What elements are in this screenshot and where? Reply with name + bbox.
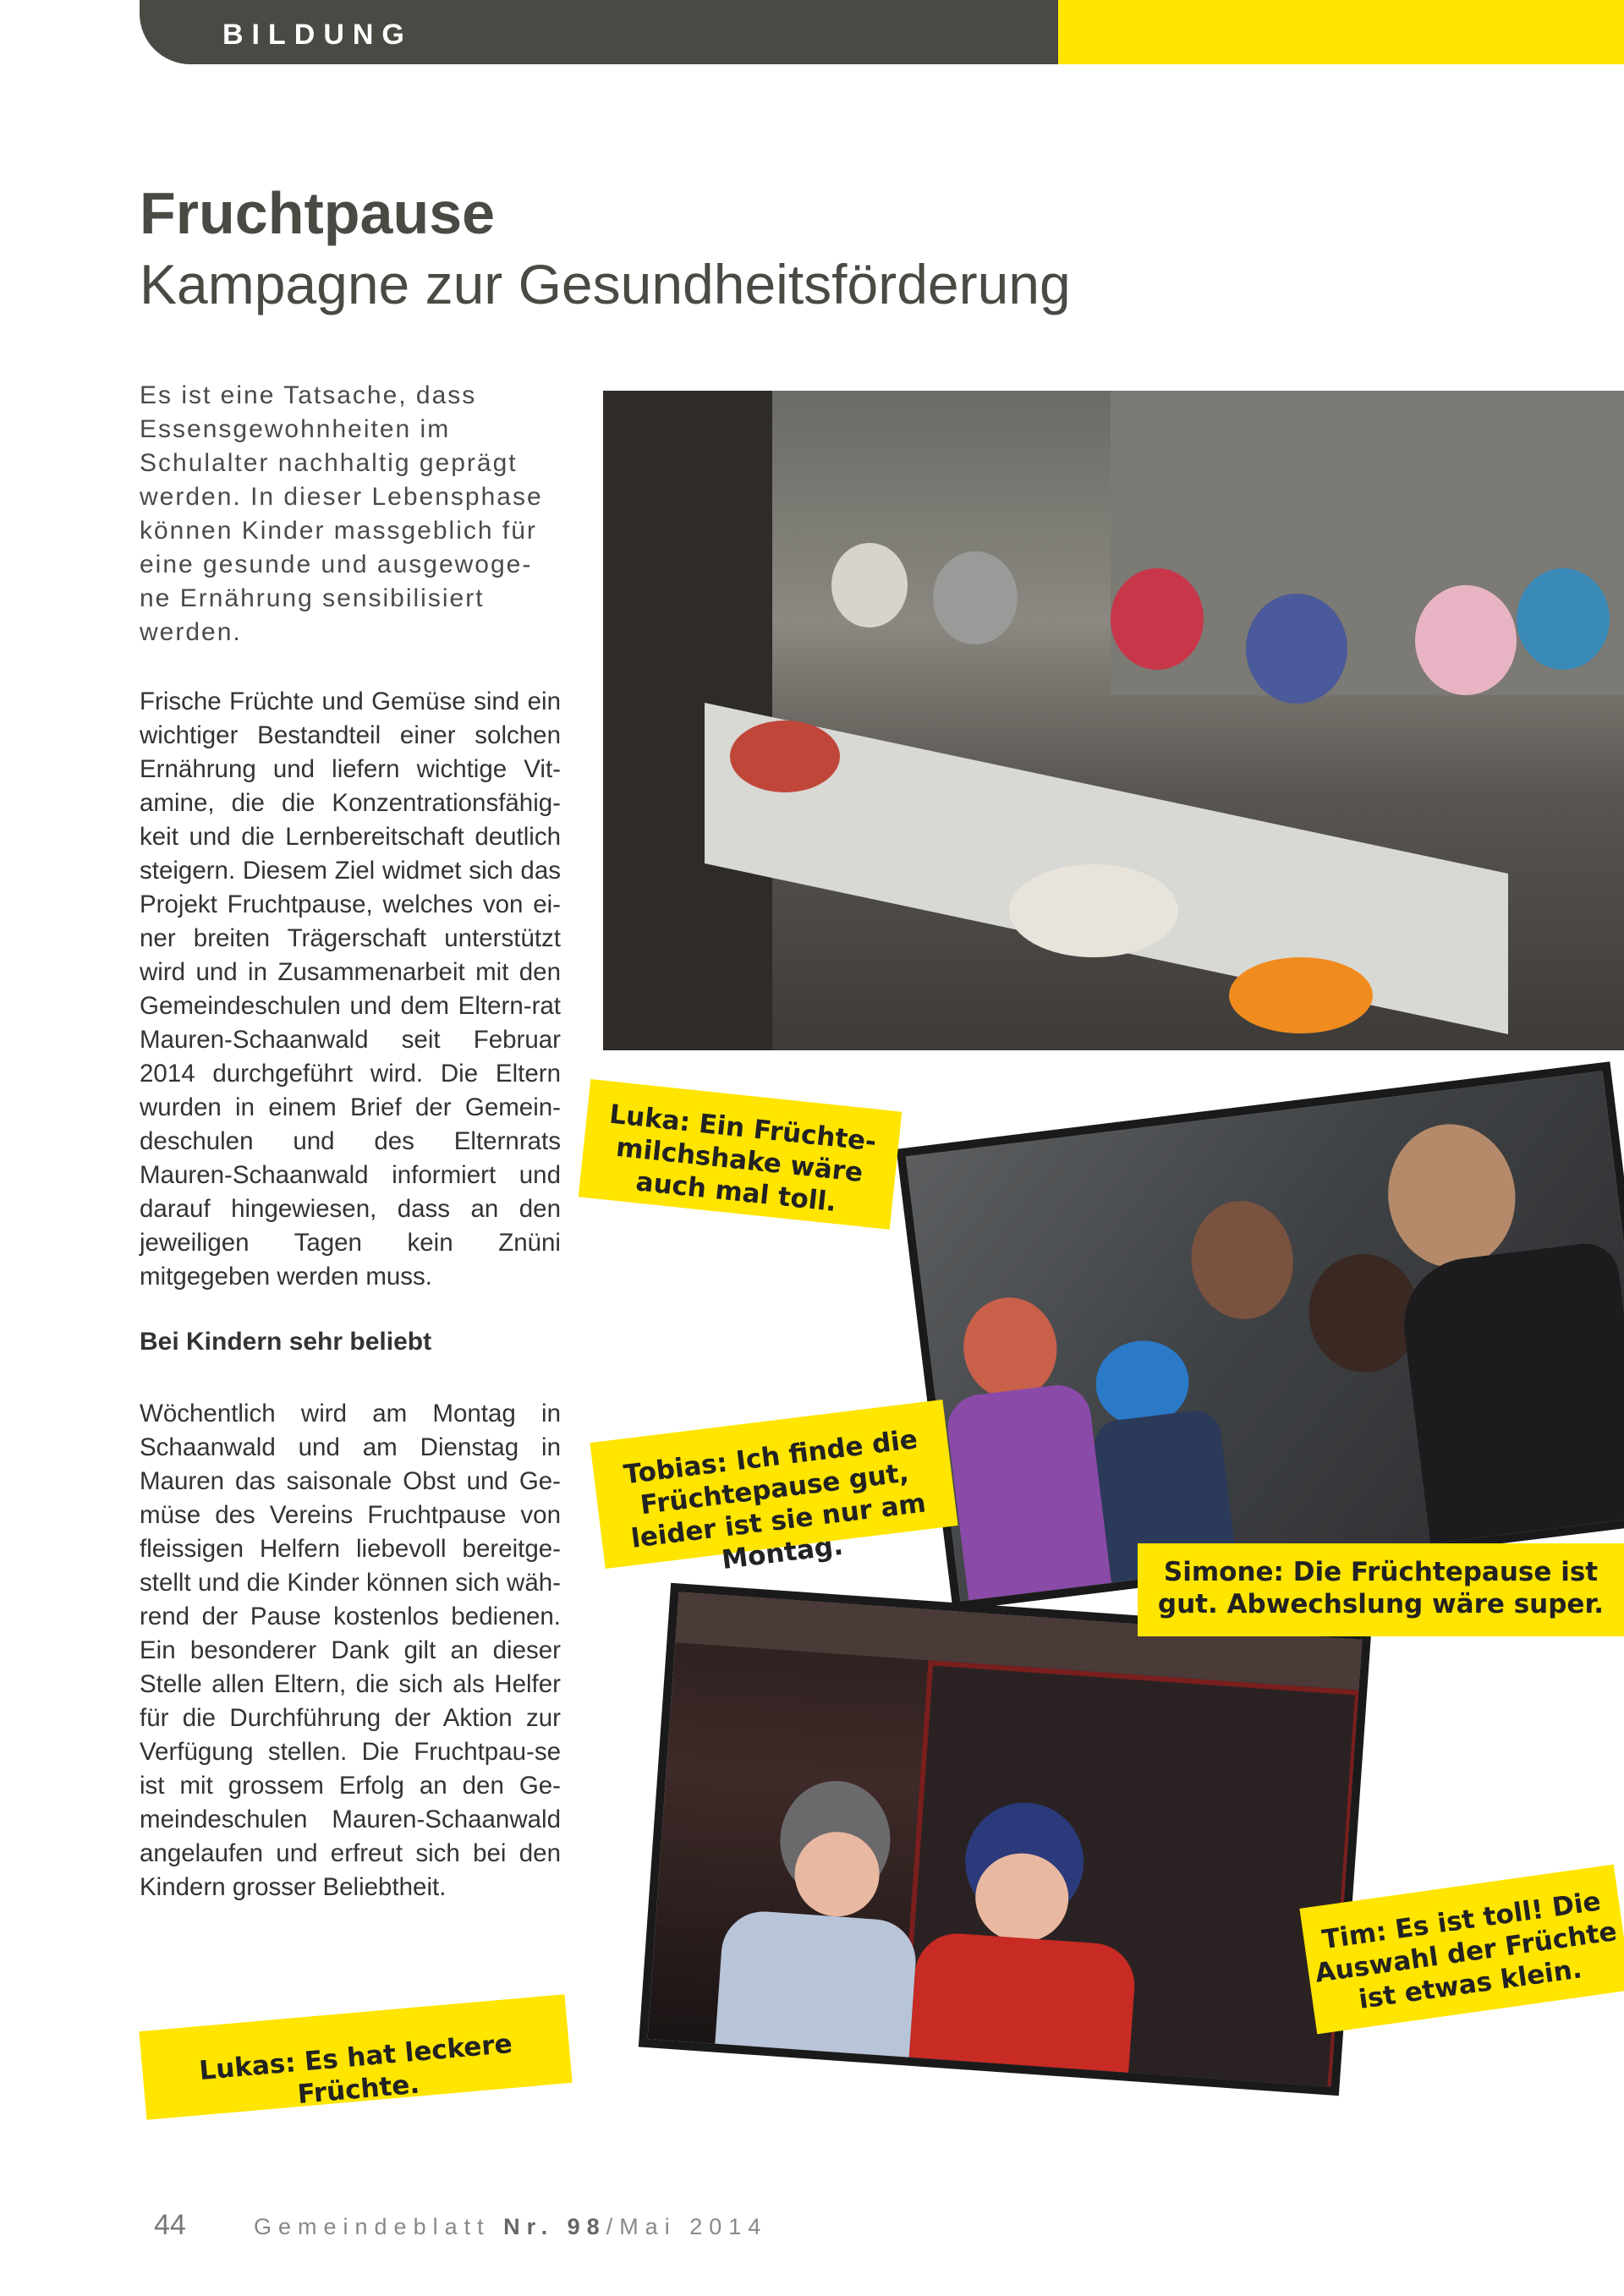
- body-paragraph-1: Frische Früchte und Gemüse sind ein wichtiger Bestandteil einer solchen Ernährung und liefern wichtige Vit-amine, die die Konzentrationsfähig-keit und die Lernbereitschaft deutlich steigern. Diesem Ziel widmet sich das Projekt Fruchtpause, welches von ei-ner breiten Trägerschaft unterstützt wird und in Zusammenarbeit mit den Gemeindeschulen und dem Eltern-rat Mauren-Schaanwald seit Februar 2014 durchgeführt wird. Die Eltern wurden in einem Brief der Gemein-deschulen und des Elternrats Mauren-Schaanwald informiert und darauf hingewiesen, dass an den jeweiligen Tagen kein Znüni mitgegeben werden muss.: [140, 688, 561, 1290]
- photo-child-hat: [933, 551, 1018, 644]
- publication-name: Gemeindeblatt: [254, 2214, 491, 2239]
- photo-children-fruit-table: [603, 391, 1624, 1050]
- subheading: Bei Kindern sehr beliebt: [140, 1328, 432, 1356]
- quote-simone-text: Simone: Die Früchtepause ist gut. Abwechslung wäre super.: [1157, 1557, 1605, 1619]
- quote-tobias-text: Tobias: Ich finde die Früchtepause gut, leider ist sie nur am Montag.: [622, 1424, 928, 1576]
- photo-helper-head: [1185, 1195, 1300, 1325]
- section-label: BILDUNG: [222, 19, 413, 51]
- photo-apple-bowl: [730, 721, 840, 792]
- photo-child-hat: [1415, 585, 1517, 695]
- photo-boy-jacket: [715, 1909, 919, 2058]
- photo-helper-head: [1380, 1117, 1523, 1275]
- issue-date: /Mai 2014: [606, 2214, 768, 2239]
- publication-line: [254, 2214, 767, 2240]
- article-subtitle: Kampagne zur Gesundheitsförderung: [140, 253, 1071, 315]
- quote-tobias: [590, 1400, 957, 1576]
- quote-lukas: [139, 1994, 572, 2120]
- photo-helper-jacket: [944, 1381, 1111, 1600]
- issue-number: Nr. 98: [503, 2214, 606, 2239]
- photo-helper-jacket: [1396, 1240, 1624, 1543]
- page-number: 44: [154, 2209, 186, 2241]
- photo-child-hat: [1246, 594, 1347, 704]
- header-accent: [1058, 0, 1624, 64]
- body-paragraph-2: Wöchentlich wird am Montag in Schaanwald und am Dienstag in Mauren das saisonale Obst und Ge-müse des Vereins Fruchtpause von fleissigen Helfern liebevoll bereitge-stellt und die Kinder können sich wäh-rend der Pause kostenlos bedienen. Ein besonderer Dank gilt an dieser Stelle allen Eltern, die sich als Helfer für die Durchführung der Aktion zur Verfügung stellen. Die Fruchtpau-se ist mit grossem Erfolg an den Ge-meindeschulen Mauren-Schaanwald angelaufen und erfreut sich bei den Kindern grosser Beliebtheit.: [140, 1400, 561, 1901]
- quote-luka-text: Luka: Ein Früchte-milchshake wäre auch mal toll.: [607, 1099, 878, 1219]
- photo-child-hat: [1517, 568, 1610, 670]
- photo-child-scarf: [1111, 568, 1204, 670]
- quote-luka: [579, 1079, 903, 1230]
- photo-child-hat: [831, 543, 908, 627]
- photo-oranges: [1229, 957, 1373, 1033]
- lead-paragraph: Es ist eine Tatsache, dass Essensgewohnheiten im Schulalter nachhaltig geprägt werden. In dieser Lebensphase können Kinder massgeblich für eine gesunde und ausgewoge-ne Ernährung sensibilisiert werden.: [140, 381, 543, 646]
- quote-simone: [1138, 1543, 1624, 1636]
- photo-boy-jacket: [909, 1931, 1138, 2073]
- photo-helpers-with-child: [897, 1061, 1624, 1610]
- quote-tim-text: Tim: Es ist toll! Die Auswahl der Früchte ist etwas klein.: [1313, 1886, 1619, 2015]
- photo-fruit-bowl: [1009, 864, 1178, 957]
- article-title: Fruchtpause: [140, 180, 496, 246]
- quote-lukas-text: Lukas: Es hat leckere Früchte.: [198, 2028, 513, 2111]
- photo-two-boys-eating: [639, 1583, 1371, 2096]
